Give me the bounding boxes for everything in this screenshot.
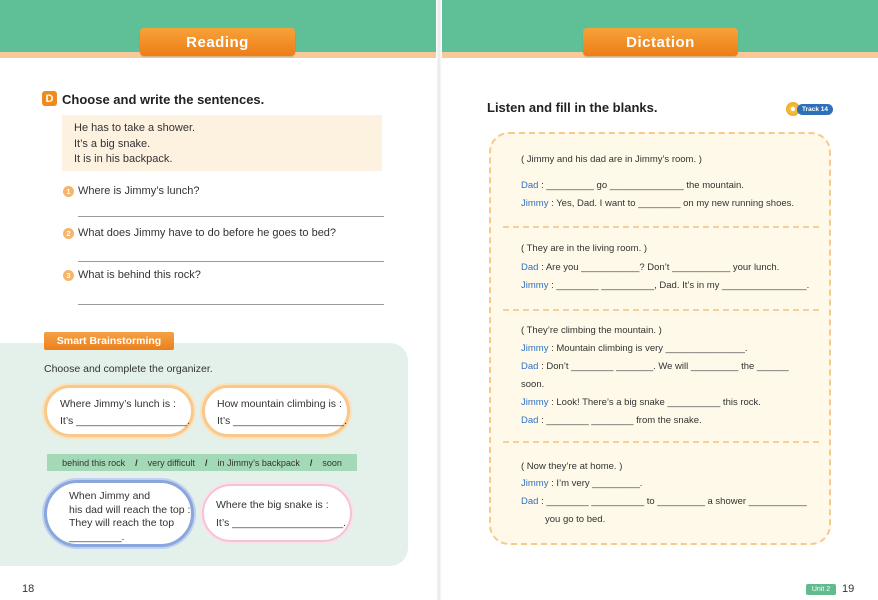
organizer-bubble-climbing[interactable] (202, 385, 350, 437)
dialogue-line (521, 415, 702, 426)
dialogue-divider (503, 309, 819, 311)
bubble-answer: _________. (69, 530, 125, 543)
line-text[interactable]: : Look! There’s a big snake __________ this rock. (548, 397, 761, 408)
speaker-name: Dad (521, 496, 539, 507)
scene-description: ( Jimmy and his dad are in Jimmy’s room. ) (521, 154, 702, 165)
dialogue-line (521, 397, 761, 408)
audio-track-button[interactable] (786, 102, 833, 116)
dictation-title: Listen and fill in the blanks. (487, 100, 658, 115)
organizer-bubble-lunch[interactable] (44, 385, 194, 437)
answer-line-1[interactable] (78, 216, 384, 217)
word-separator: / (135, 457, 138, 468)
speaker-name: Dad (521, 415, 539, 426)
page-number-left: 18 (22, 583, 35, 595)
organizer-bubble-top[interactable] (44, 480, 194, 547)
line-text[interactable]: : I’m very _________. (548, 478, 643, 489)
question-number: 1 (63, 186, 74, 197)
dialogue-line (545, 514, 605, 525)
line-text: soon. (521, 379, 545, 390)
bubble-answer: It’s ___________________. (216, 516, 347, 529)
dialogue-line (521, 198, 794, 209)
bubble-answer: It’s ___________________. (60, 414, 191, 427)
brainstorm-title: Smart Brainstorming (44, 332, 174, 350)
sentence-choices-box (62, 115, 382, 171)
line-text[interactable]: : Are you ___________? Don’t ___________ your lunch. (538, 262, 780, 273)
choice-sentence: It’s a big snake. (74, 137, 151, 150)
word-option: in Jimmy’s backpack (217, 457, 300, 468)
dialogue-line (521, 280, 809, 291)
bubble-prompt: Where the big snake is : (216, 499, 329, 511)
unit-badge: Unit 2 (806, 584, 836, 595)
dialogue-line (521, 343, 748, 354)
line-text[interactable]: you go to bed. (545, 514, 606, 525)
section-title: Choose and write the sentences. (62, 92, 265, 107)
line-text[interactable]: : _________ go ______________ the mountain. (538, 180, 744, 191)
question-text: Where is Jimmy’s lunch? (78, 185, 200, 197)
word-bank (47, 454, 357, 471)
book-spine (436, 0, 442, 600)
question-text: What is behind this rock? (78, 269, 201, 281)
question-2 (63, 227, 336, 239)
page-number-right: 19 (842, 583, 855, 595)
organizer-bubble-snake[interactable] (202, 484, 352, 542)
word-option: very difficult (147, 457, 195, 468)
bubble-prompt: When Jimmy and (69, 490, 151, 502)
speaker-name: Dad (521, 361, 539, 372)
choice-sentence: He has to take a shower. (74, 122, 196, 134)
answer-line-3[interactable] (78, 304, 384, 305)
word-separator: / (309, 457, 313, 468)
bubble-prompt: They will reach the top (69, 517, 175, 529)
organizer-instruction: Choose and complete the organizer. (44, 363, 213, 375)
dialogue-line (521, 379, 544, 390)
speaker-name: Jimmy (521, 198, 549, 209)
reading-tab: Reading (140, 28, 295, 56)
speaker-name: Jimmy (521, 397, 549, 408)
question-text: What does Jimmy have to do before he goes to bed? (78, 227, 337, 239)
speaker-name: Jimmy (521, 478, 549, 489)
line-text[interactable]: : Yes, Dad. I want to ________ on my new running shoes. (548, 198, 795, 209)
word-separator: / (205, 457, 208, 468)
question-1 (63, 185, 199, 197)
bubble-answer: It’s ___________________. (217, 414, 348, 427)
dialogue-line (521, 262, 779, 273)
bubble-prompt: his dad will reach the top : (69, 503, 191, 516)
word-option: soon (322, 457, 342, 468)
speaker-name: Dad (521, 180, 539, 191)
dialogue-line (521, 478, 642, 489)
question-number: 2 (63, 228, 74, 239)
scene-description: ( They’re climbing the mountain. ) (521, 325, 662, 336)
section-badge: D (42, 91, 57, 106)
answer-line-2[interactable] (78, 261, 384, 262)
speaker-name: Jimmy (521, 280, 549, 291)
scene-description: ( Now they’re at home. ) (521, 461, 623, 472)
speaker-name: Dad (521, 262, 539, 273)
bubble-prompt: How mountain climbing is : (217, 398, 342, 410)
dialogue-divider (503, 441, 819, 443)
word-option: behind this rock (62, 457, 126, 468)
bubble-prompt: Where Jimmy’s lunch is : (60, 398, 176, 410)
question-number: 3 (63, 270, 74, 281)
speaker-name: Jimmy (521, 343, 549, 354)
scene-description: ( They are in the living room. ) (521, 243, 648, 254)
dialogue-divider (503, 226, 819, 228)
line-text[interactable]: : ________ ________ from the snake. (538, 415, 702, 426)
dialogue-line (521, 361, 789, 372)
choice-sentence: It is in his backpack. (74, 153, 173, 165)
question-3 (63, 269, 201, 281)
dialogue-line (521, 180, 744, 191)
line-text[interactable]: : Don’t ________ _______. We will _________ the ______ (538, 361, 789, 372)
line-text[interactable]: : Mountain climbing is very _______________. (548, 343, 748, 354)
line-text[interactable]: : ________ __________ to _________ a shower ___________ (538, 496, 807, 507)
line-text[interactable]: : ________ __________, Dad. It’s in my ________________. (548, 280, 810, 291)
dictation-tab: Dictation (583, 28, 738, 56)
dialogue-line (521, 496, 807, 507)
track-label: Track 14 (797, 104, 833, 115)
